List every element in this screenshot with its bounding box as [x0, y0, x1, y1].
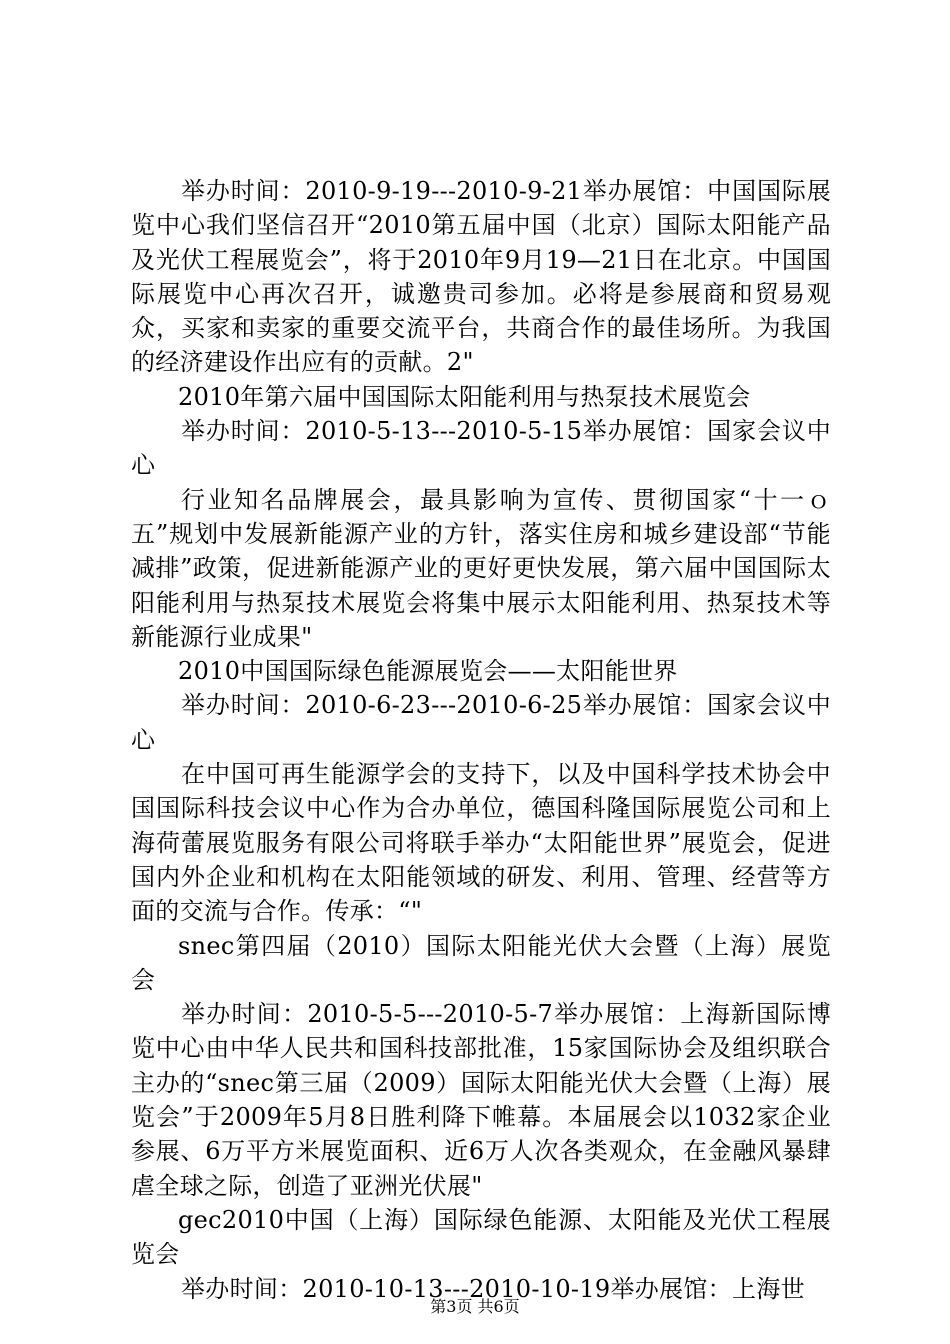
heading-solar-world-expo: 2010中国国际绿色能源展览会——太阳能世界: [178, 657, 678, 686]
paragraph-snec-details: 举办时间：2010-5-5---2010-5-7举办展馆：上海新国际博览中心由中华人民共和国科技部批准，15家国际协会及组织联合主办的“snec第三届（2009）国际太阳能光伏大会暨（上海）展览会”于2009年5月8日胜利降下帷幕。本届展会以1032家企业参展、6万平方米展览面积、近6万人次各类观众，在金融风暴肆虐全球之际，创造了亚洲光伏展": [131, 1000, 831, 1200]
heading-snec-expo: snec第四届（2010）国际太阳能光伏大会暨（上海）展览会: [131, 931, 831, 994]
paragraph-solar-world-details: 在中国可再生能源学会的支持下，以及中国科学技术协会中国国际科技会议中心作为合办单位，德国科隆国际展览公司和上海荷蕾展览服务有限公司将联手举办“太阳能世界”展览会，促进国内外企业和机构在太阳能领域的研发、利用、管理、经营等方面的交流与合作。传承：“": [131, 760, 831, 926]
heading-heat-pump-expo: 2010年第六届中国国际太阳能利用与热泵技术展览会: [178, 382, 751, 411]
paragraph-heat-pump-details: 行业知名品牌展会，最具影响为宣传、贯彻国家“十一ｏ五”规划中发展新能源产业的方针，落实住房和城乡建设部“节能减排”政策，促进新能源产业的更好更快发展，第六届中国国际太阳能利用与热泵技术展览会将集中展示太阳能利用、热泵技术等新能源行业成果": [131, 485, 831, 651]
page-number-footer: 第3页 共6页: [430, 1297, 520, 1316]
paragraph-expo-beijing-details: 举办时间：2010-9-19---2010-9-21举办展馆：中国国际展览中心我们坚信召开“2010第五届中国（北京）国际太阳能产品及光伏工程展览会”，将于2010年9月19—21日在北京。中国国际展览中心再次召开，诚邀贵司参加。必将是参展商和贸易观众，买家和卖家的重要交流平台，共商合作的最佳场所。为我国的经济建设作出应有的贡献。2": [131, 177, 831, 377]
heading-gec-expo: gec2010中国（上海）国际绿色能源、太阳能及光伏工程展览会: [131, 1205, 831, 1269]
paragraph-heat-pump-time: 举办时间：2010-5-13---2010-5-15举办展馆：国家会议中心: [131, 417, 831, 480]
paragraph-solar-world-time: 举办时间：2010-6-23---2010-6-25举办展馆：国家会议中心: [131, 691, 831, 754]
paragraph-gec-time: 举办时间：2010-10-13---2010-10-19举办展馆：上海世: [181, 1274, 805, 1303]
document-body: [131, 174, 831, 1306]
